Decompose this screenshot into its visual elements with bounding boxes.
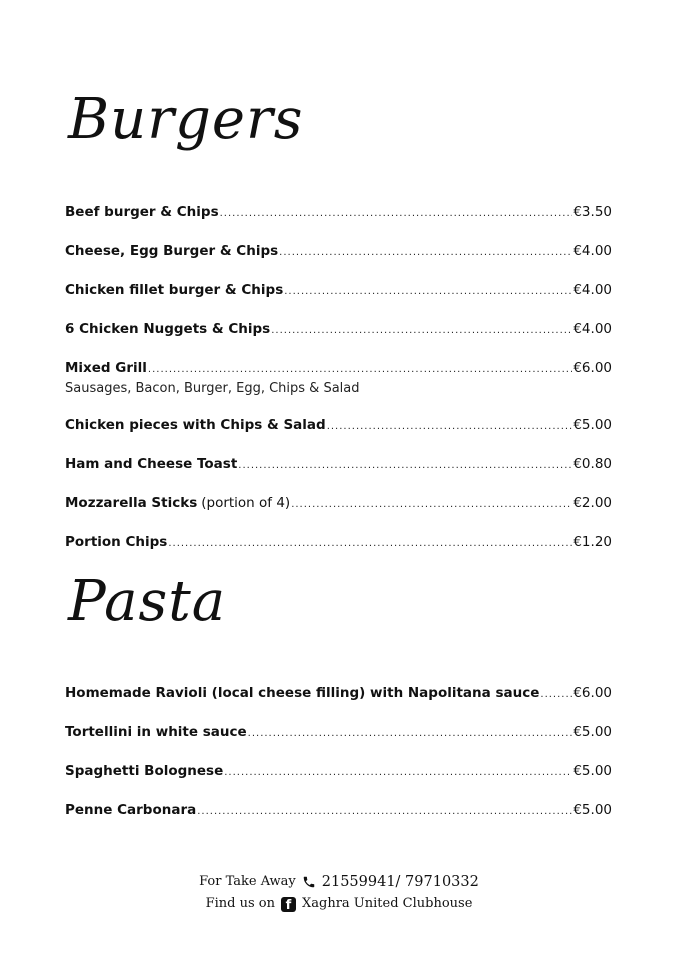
menu-item-line — [65, 455, 612, 475]
dot-leader — [148, 361, 572, 379]
dot-leader — [248, 725, 573, 743]
menu-item — [65, 801, 612, 821]
menu-item — [65, 320, 612, 340]
dot-leader — [271, 322, 572, 340]
menu-item — [65, 416, 612, 436]
menu-item-name: Beef burger & Chips — [65, 204, 219, 220]
menu-item — [65, 494, 612, 514]
menu-item — [65, 533, 612, 553]
menu-item-price: €6.00 — [573, 360, 612, 376]
dot-leader — [168, 535, 572, 553]
phone-number: 21559941/ 79710332 — [321, 874, 479, 890]
menu-item — [65, 242, 612, 262]
menu-item-price: €0.80 — [573, 456, 612, 472]
facebook-page-name: Xaghra United Clubhouse — [302, 896, 473, 911]
menu-item-line — [65, 203, 612, 223]
menu-item-line — [65, 359, 612, 379]
menu-item-price: €4.00 — [573, 282, 612, 298]
menu-item-price: €5.00 — [573, 763, 612, 779]
menu-item-line — [65, 281, 612, 301]
menu-item-name: 6 Chicken Nuggets & Chips — [65, 321, 271, 337]
menu-item — [65, 455, 612, 475]
find-us-label: Find us on — [205, 896, 275, 911]
menu-item-name: Penne Carbonara — [65, 802, 197, 818]
menu-item-price: €2.00 — [573, 495, 612, 511]
dot-leader — [238, 457, 572, 475]
dot-leader — [327, 418, 573, 436]
menu-item — [65, 203, 612, 223]
dot-leader — [197, 803, 572, 821]
menu-item-name: Cheese, Egg Burger & Chips — [65, 243, 279, 259]
dot-leader — [224, 764, 572, 782]
takeaway-label: For Take Away — [199, 874, 296, 889]
menu-item-price: €3.50 — [573, 204, 612, 220]
menu-item — [65, 359, 612, 397]
menu-item-line — [65, 684, 612, 704]
menu-item — [65, 762, 612, 782]
footer — [0, 871, 678, 915]
menu-item-price: €4.00 — [573, 243, 612, 259]
menu-item-line — [65, 494, 612, 514]
section-title-pasta: Pasta — [68, 569, 227, 634]
menu-item-name: Homemade Ravioli (local cheese filling) with Napolitana sauce — [65, 685, 540, 701]
menu-item-name: Chicken fillet burger & Chips — [65, 282, 284, 298]
menu-item-line — [65, 801, 612, 821]
menu-item-price: €1.20 — [573, 534, 612, 550]
menu-item-name: Ham and Cheese Toast — [65, 456, 238, 472]
menu-item-note: (portion of 4) — [201, 495, 291, 511]
menu-item-line — [65, 242, 612, 262]
menu-item-name: Mixed Grill — [65, 360, 147, 376]
pasta-menu-list — [65, 684, 612, 821]
menu-item-name: Mozzarella Sticks — [65, 495, 198, 511]
dot-leader — [279, 244, 572, 262]
menu-item-price: €6.00 — [573, 685, 612, 701]
menu-item-line — [65, 762, 612, 782]
menu-item-name: Tortellini in white sauce — [65, 724, 247, 740]
menu-item-line — [65, 533, 612, 553]
facebook-row — [0, 893, 678, 915]
menu-item-line — [65, 723, 612, 743]
menu-item-price: €5.00 — [573, 802, 612, 818]
dot-leader — [284, 283, 572, 301]
menu-item-description: Sausages, Bacon, Burger, Egg, Chips & Salad — [65, 381, 360, 396]
section-title-burgers: Burgers — [68, 87, 304, 152]
menu-item — [65, 723, 612, 743]
dot-leader — [540, 686, 572, 704]
menu-item-price: €5.00 — [573, 417, 612, 433]
menu-item-name: Portion Chips — [65, 534, 168, 550]
menu-item — [65, 684, 612, 704]
facebook-icon: f — [281, 897, 296, 912]
menu-item-line — [65, 320, 612, 340]
phone-icon — [302, 875, 316, 889]
menu-item-line — [65, 416, 612, 436]
burgers-menu-list — [65, 203, 612, 553]
dot-leader — [291, 496, 572, 514]
takeaway-row — [0, 871, 678, 893]
menu-item-price: €4.00 — [573, 321, 612, 337]
dot-leader — [220, 205, 573, 223]
menu-item — [65, 281, 612, 301]
menu-item-price: €5.00 — [573, 724, 612, 740]
menu-item-name: Chicken pieces with Chips & Salad — [65, 417, 326, 433]
menu-item-name: Spaghetti Bolognese — [65, 763, 224, 779]
